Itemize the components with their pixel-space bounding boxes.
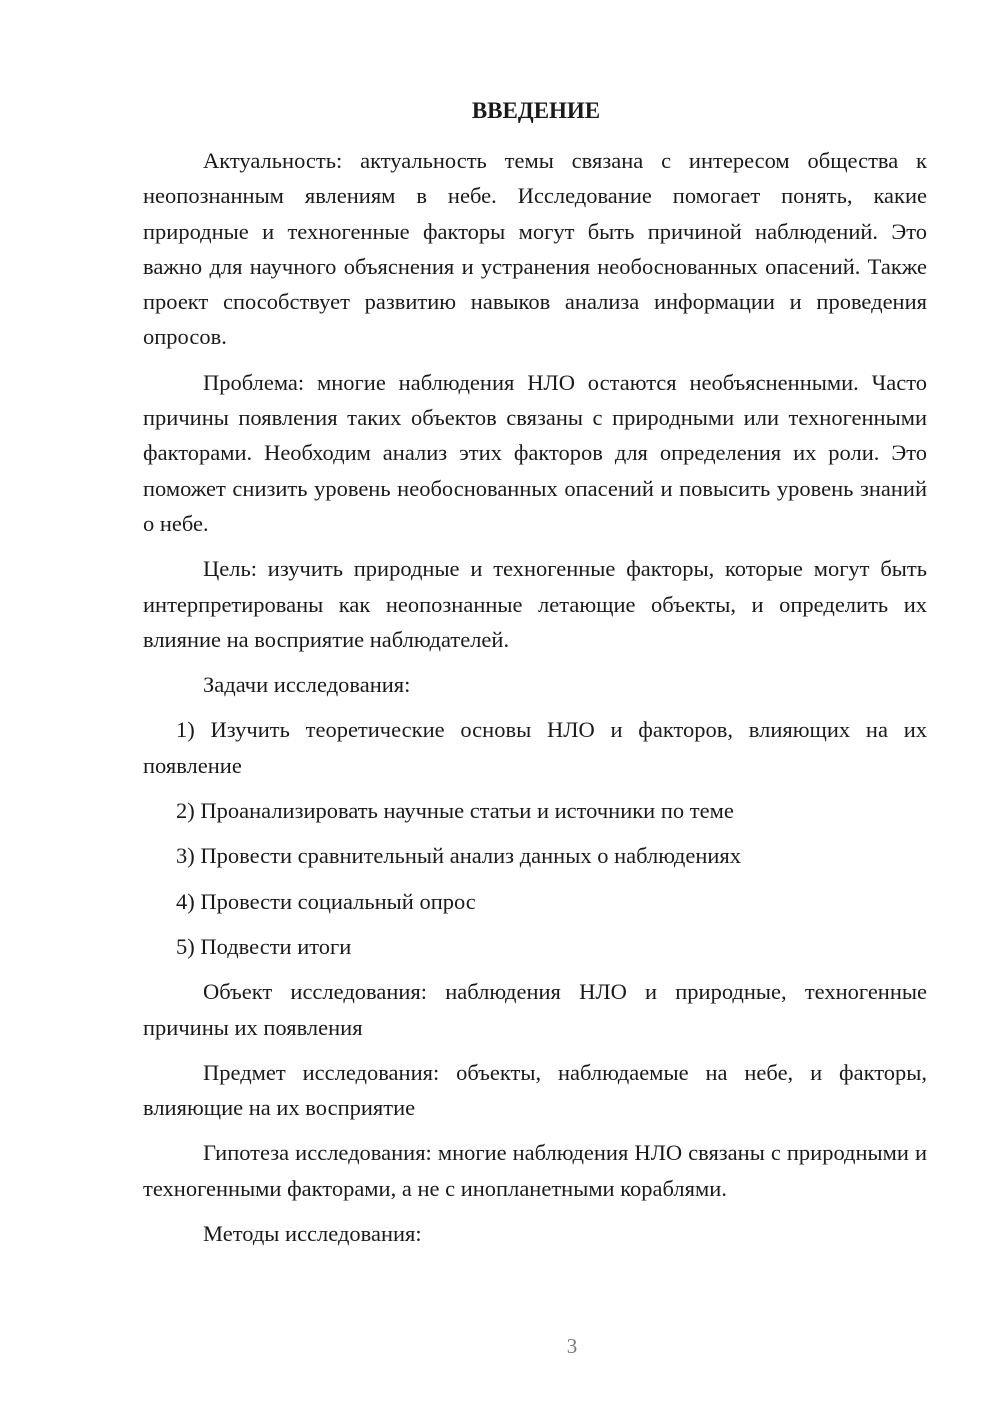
list-item: 5) Подвести итоги xyxy=(176,933,352,959)
page-number: 3 xyxy=(566,1334,578,1358)
page-title: ВВЕДЕНИЕ xyxy=(471,98,601,123)
paragraph-goal: Цель: изучить природные и техногенные факторы, которые могут быть интерпретированы как неопознанные летающие объекты, и определить их влияние на восприятие наблюдателей. xyxy=(143,556,927,652)
paragraph-problem: Проблема: многие наблюдения НЛО остаются необъясненными. Часто причины появления таких объектов связаны с природными или техногенными факторами. Необходим анализ этих факторов для определения их роли. Это поможет снизить уровень необоснованных опасений и повысить уровень знаний о небе. xyxy=(143,369,927,536)
paragraph-subject: Предмет исследования: объекты, наблюдаемые на небе, и факторы, влияющие на их восприятие xyxy=(143,1059,927,1121)
paragraph-object: Объект исследования: наблюдения НЛО и природные, техногенные причины их появления xyxy=(143,979,927,1040)
tasks-heading: Задачи исследования: xyxy=(203,672,411,698)
list-item: 2) Проанализировать научные статьи и источники по теме xyxy=(176,798,734,824)
list-item: 3) Провести сравнительный анализ данных о наблюдениях xyxy=(176,843,742,869)
paragraph-hypothesis: Гипотеза исследования: многие наблюдения НЛО связаны с природными и техногенными факторами, а не с инопланетными кораблями. xyxy=(143,1140,927,1201)
document-body xyxy=(143,143,927,1251)
paragraph-relevance: Актуальность: актуальность темы связана с интересом общества к неопознанным явлениям в небе. Исследование помогает понять, какие природные и техногенные факторы могут быть причиной наблюдений. Это важно для научного объяснения и устранения необоснованных опасений. Также проект способствует развитию навыков анализа информации и проведения опросов. xyxy=(143,148,927,350)
list-item: 4) Провести социальный опрос xyxy=(176,888,476,914)
methods-heading: Методы исследования: xyxy=(203,1221,422,1247)
list-item: 1) Изучить теоретические основы НЛО и факторов, влияющих на их появление xyxy=(143,717,927,778)
